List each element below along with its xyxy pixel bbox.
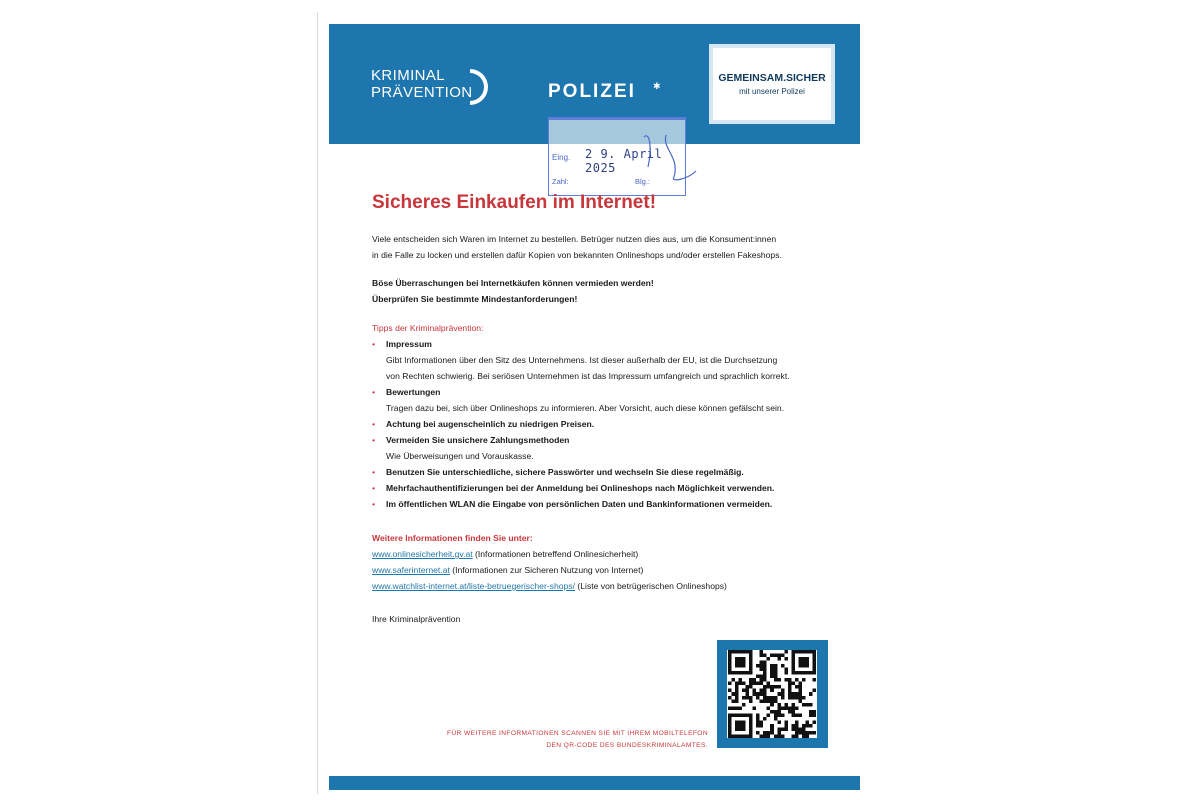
footer-banner — [329, 776, 860, 790]
document-page — [317, 12, 871, 794]
tips-heading: Tipps der Kriminalprävention: — [372, 323, 484, 333]
list-item: • Im öffentlichen WLAN die Eingabe von persönlichen Daten und Bankinformationen vermeiden. — [372, 496, 790, 512]
list-item: • Benutzen Sie unterschiedliche, sichere Passwörter und wechseln Sie diese regelmäßig. — [372, 464, 790, 480]
link-row — [372, 562, 727, 578]
link-note: (Informationen zur Sicheren Nutzung von Internet) — [449, 565, 644, 575]
link-note: (Informationen betreffend Onlinesicherheit) — [472, 549, 639, 559]
link-onlinesicherheit[interactable]: www.onlinesicherheit.gv.at — [372, 549, 473, 559]
link-saferinternet[interactable]: www.saferinternet.at — [372, 565, 450, 575]
closing-signature: Ihre Kriminalprävention — [372, 614, 461, 624]
list-item: • Mehrfachauthentifizierungen bei der Anmeldung bei Onlineshops nach Möglichkeit verwenden. — [372, 480, 790, 496]
link-row — [372, 578, 727, 594]
intro-paragraph: Viele entscheiden sich Waren im Internet zu bestellen. Betrüger nutzen dies aus, um die Konsument:innen in die Falle zu locken und erstellen dafür Kopien von bekannten Onlineshops und/oder erstellen Fakeshops. — [372, 234, 782, 260]
tips-list — [372, 336, 790, 512]
badge-subtitle: mit unserer Polizei — [739, 87, 805, 96]
gemeinsam-sicher-badge — [709, 44, 835, 124]
handwritten-signature — [636, 127, 706, 187]
stamp-blg-label: Blg.: — [635, 177, 651, 186]
stamp-date: 2 9. April 2025 — [585, 147, 663, 175]
qr-code-frame — [717, 640, 828, 748]
document-title: Sicheres Einkaufen im Internet! — [372, 192, 657, 213]
link-note: (Liste von betrügerischen Onlineshops) — [575, 581, 727, 591]
kriminalpraevention-arc-icon — [470, 69, 488, 105]
scan-instruction: FÜR WEITERE INFORMATIONEN SCANNEN SIE MIT IHREM MOBILTELEFON DEN QR-CODE DES BUNDESKRIMINALAMTES. — [446, 730, 708, 749]
warning-paragraph: Böse Überraschungen bei Internetkäufen können vermieden werden! Überprüfen Sie bestimmte Mindestanforderungen! — [372, 278, 654, 304]
list-item: • Bewertungen Tragen dazu bei, sich über Onlineshops zu informieren. Aber Vorsicht, auch diese können gefälscht sein. — [372, 384, 790, 416]
list-item: • Vermeiden Sie unsichere Zahlungsmethoden Wie Überweisungen und Vorauskasse. — [372, 432, 790, 464]
eagle-icon: ✱ — [653, 81, 661, 91]
list-item: • Achtung bei augenscheinlich zu niedrigen Preisen. — [372, 416, 790, 432]
link-watchlist-internet[interactable]: www.watchlist-internet.at/liste-betruegerischer-shops/ — [372, 581, 575, 591]
stamp-eing-label: Eing. — [552, 153, 571, 162]
link-row — [372, 546, 727, 562]
kriminalpraevention-logo: KRIMINAL PRÄVENTION — [371, 67, 473, 101]
list-item: • Impressum Gibt Informationen über den Sitz des Unternehmens. Ist dieser außerhalb der EU, ist die Durchsetzung von Rechten schwierig. Bei seriösen Unternehmen ist das Impressum umfangreich und sprachlich korrekt. — [372, 336, 790, 384]
badge-title: GEMEINSAM.SICHER — [718, 72, 826, 84]
info-heading: Weitere Informationen finden Sie unter: — [372, 533, 533, 543]
stamp-zahl-label: Zahl: — [552, 177, 569, 186]
polizei-logo: POLIZEI — [548, 81, 636, 102]
qr-code-icon[interactable] — [727, 650, 817, 738]
links-list — [372, 546, 727, 594]
